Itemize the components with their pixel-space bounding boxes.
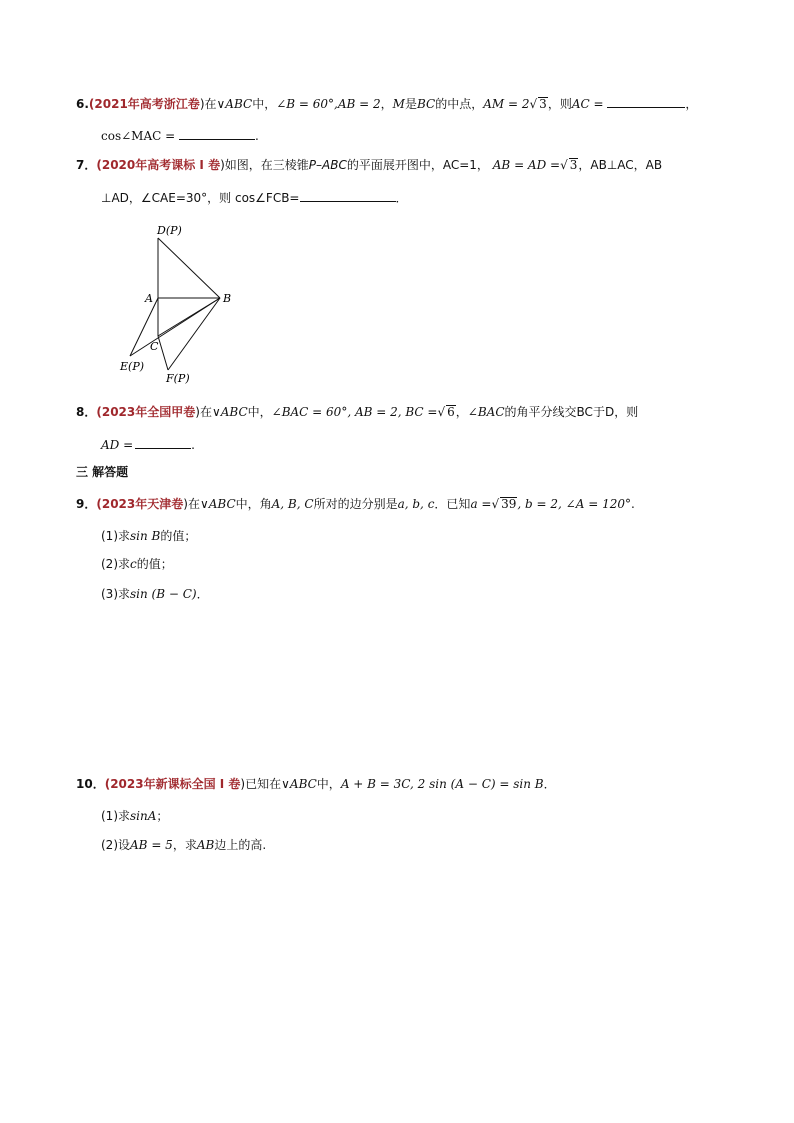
- question-7-line-1: 7．(2020年高考课标 I 卷)如图，在三棱锥P–ABC的平面展开图中，AC=1， AB = AD =√ 3，AB⊥AC，AB: [76, 158, 663, 172]
- question-9-line-1: 9．(2023年天津卷)在∨ABC中，角A, B, C所对的边分别是a, b, c．已知a =√ 39, b = 2, ∠A = 120°.: [76, 497, 635, 511]
- source-label: (2023年全国甲卷: [96, 405, 196, 419]
- edge-CF: [158, 336, 168, 370]
- edge-CB: [158, 298, 220, 336]
- label-A: A: [145, 292, 153, 305]
- question-6-line-2: cos∠MAC = .: [101, 129, 259, 143]
- question-9-part-1: (1)求sin B的值；: [101, 529, 197, 543]
- question-9-part-2: (2)求c的值；: [101, 557, 173, 571]
- question-7-line-2: ⊥AD，∠CAE=30°，则 cos∠FCB= ．: [101, 191, 408, 205]
- question-number: 8．: [76, 405, 97, 419]
- question-10-part-1: (1)求sinA；: [101, 809, 169, 823]
- source-label: (2023年天津卷: [96, 497, 184, 511]
- source-label: (2023年新课标全国 I 卷: [104, 777, 241, 791]
- question-number: 7．: [76, 158, 97, 172]
- question-number: 10．: [76, 777, 105, 791]
- answer-blank[interactable]: [135, 436, 191, 449]
- label-C: C: [150, 340, 159, 353]
- question-10-part-2: (2)设AB = 5，求AB边上的高.: [101, 838, 267, 852]
- source-label: (2021年高考浙江卷: [88, 97, 200, 111]
- answer-blank[interactable]: [607, 95, 685, 108]
- source-label: (2020年高考课标 I 卷: [96, 158, 221, 172]
- net-figure: [116, 222, 236, 390]
- question-number: 9．: [76, 497, 97, 511]
- question-number: 6.: [76, 97, 89, 111]
- question-10-line-1: 10．(2023年新课标全国 I 卷)已知在∨ABC中，A + B = 3C, 2 sin (A − C) = sin B．: [76, 777, 556, 791]
- edge-FB: [168, 298, 220, 370]
- section-heading: 三 解答题: [76, 465, 129, 479]
- label-E: E(P): [120, 360, 145, 373]
- label-D: D(P): [157, 224, 182, 237]
- label-B: B: [223, 292, 232, 305]
- label-F: F(P): [166, 372, 190, 385]
- answer-blank[interactable]: [300, 189, 396, 202]
- question-8-line-2: AD = .: [101, 438, 195, 452]
- question-6-line-1: 6.(2021年高考浙江卷)在∨ABC中，∠B = 60°,AB = 2，M是BC的中点，AM = 2√ 3，则AC = ，: [76, 97, 698, 111]
- question-9-part-3: (3)求sin (B − C)．: [101, 587, 209, 601]
- answer-blank[interactable]: [179, 127, 255, 140]
- edge-DB: [158, 238, 220, 298]
- question-8-line-1: 8．(2023年全国甲卷)在∨ABC中，∠BAC = 60°, AB = 2, BC =√ 6，∠BAC的角平分线交BC于D，则: [76, 405, 639, 419]
